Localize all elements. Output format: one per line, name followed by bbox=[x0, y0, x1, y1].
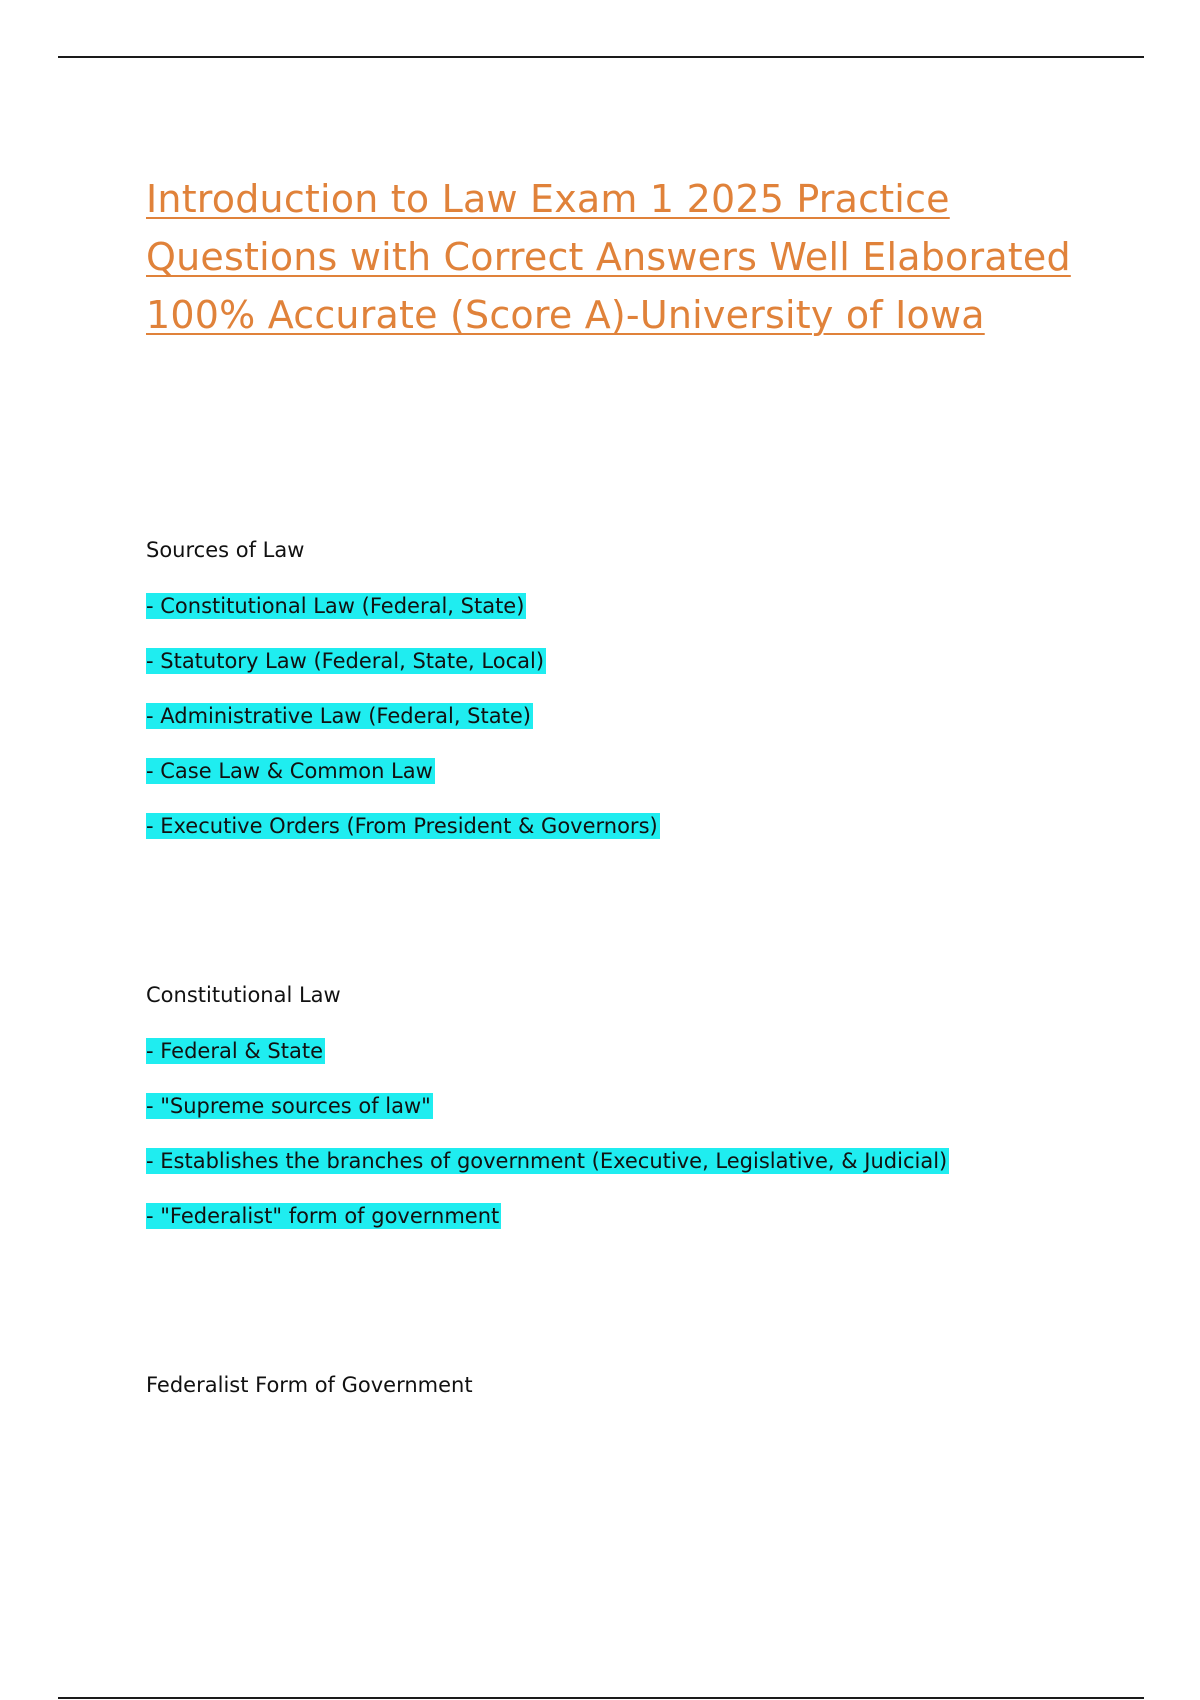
highlighted-answer: - Administrative Law (Federal, State) bbox=[146, 704, 531, 728]
highlighted-answer: - Federal & State bbox=[146, 1039, 324, 1063]
section-constitutional-law bbox=[146, 981, 1146, 1257]
list-item bbox=[146, 647, 1146, 675]
highlighted-answer: - "Federalist" form of government bbox=[146, 1204, 500, 1228]
highlighted-answer: - Statutory Law (Federal, State, Local) bbox=[146, 649, 545, 673]
list-item bbox=[146, 702, 1146, 730]
document-title[interactable]: Introduction to Law Exam 1 2025 Practice Questions with Correct Answers Well Elaborated 100% Accurate (Score A)-University of Iowa bbox=[146, 177, 1071, 337]
section-federalist-form bbox=[146, 1371, 1146, 1427]
list-item bbox=[146, 812, 1146, 840]
list-item bbox=[146, 592, 1146, 620]
list-item bbox=[146, 757, 1146, 785]
list-item bbox=[146, 1037, 1146, 1065]
section-sources-of-law bbox=[146, 536, 1146, 867]
list-item bbox=[146, 1202, 1146, 1230]
highlighted-answer: - Executive Orders (From President & Governors) bbox=[146, 814, 658, 838]
highlighted-answer: - Constitutional Law (Federal, State) bbox=[146, 594, 525, 618]
section-heading: Constitutional Law bbox=[146, 983, 341, 1007]
section-heading: Sources of Law bbox=[146, 538, 305, 562]
section-heading: Federalist Form of Government bbox=[146, 1373, 473, 1397]
list-item bbox=[146, 1092, 1146, 1120]
top-rule bbox=[58, 56, 1144, 58]
bottom-rule bbox=[58, 1697, 1144, 1699]
highlighted-answer: - "Supreme sources of law" bbox=[146, 1094, 431, 1118]
list-item bbox=[146, 1147, 1146, 1175]
highlighted-answer: - Case Law & Common Law bbox=[146, 759, 433, 783]
item-list bbox=[146, 592, 1146, 840]
item-list bbox=[146, 1037, 1146, 1230]
highlighted-answer: - Establishes the branches of government (Executive, Legislative, & Judicial) bbox=[146, 1149, 948, 1173]
